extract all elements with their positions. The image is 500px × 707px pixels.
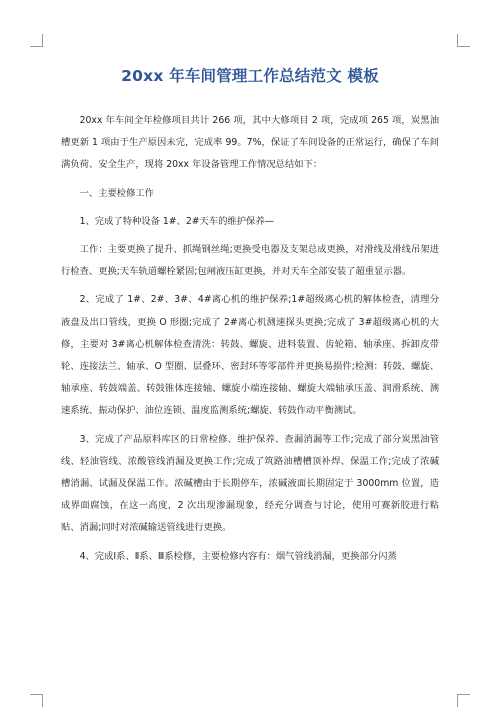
- document-body: [61, 110, 439, 574]
- crop-mark-bottom-right: [457, 694, 470, 707]
- paragraph-item-2: 2、完成了 1#、2#、3#、4#离心机的维护保养;1#超级离心机的解体检查，清理分液盘及出口管线，更换 O 形圈;完成了 2#离心机测速探头更换;完成了 3#超级离心机的大修，主要对 3#离心机解体检查清洗：转鼓、螺旋、进料装置、齿轮箱、轴承座、拆卸皮带轮、连接法兰、轴承、O 型圈、层叠环、密封环等零部件并更换易损件;检测：转鼓、螺旋、轴承座、转鼓端盖、转鼓锥体连接轴、螺旋小端连接轴、螺旋大端轴承压盖、润滑系统、测速系统、振动保护、油位连锁、温度监测系统;螺旋、转鼓作动平衡测试。: [61, 294, 439, 417]
- paragraph-item-1: 1、完成了特种设备 1#、2#天车的维护保养—: [79, 215, 274, 227]
- paragraph-item-1-detail: 工作：主要更换了提升、抓绳钢丝绳;更换受电器及支架总成更换，对滑线及滑线吊架进行检查、更换;天车轨道螺栓紧固;包闸液压缸更换，并对天车全部安装了超重显示器。: [61, 244, 439, 278]
- section-heading: 一、主要检修工作: [79, 187, 154, 199]
- crop-mark-bottom-left: [30, 694, 43, 707]
- document-title: 20xx 年车间管理工作总结范文 模板: [121, 67, 379, 85]
- crop-mark-top-right: [457, 34, 470, 47]
- crop-mark-top-left: [30, 34, 43, 47]
- paragraph-item-3: 3、完成了产品原料库区的日常检修、维护保养、查漏消漏等工作;完成了部分炭黑油管线、轻油管线、浓酸管线消漏及更换工作;完成了筑路油槽槽顶补焊、保温工作;完成了浓碱槽消漏、试漏及保温工作。浓碱槽由于长期停车，浓碱液面长期固定于 3000mm 位置，造成界面腐蚀，在这一高度，2 次出现渗漏现象，经充分调查与讨论，使用可赛新胶进行粘贴、消漏;同时对浓碱输送管线进行更换。: [61, 433, 439, 534]
- paragraph-intro: 20xx 年车间全年检修项目共计 266 项，其中大修项目 2 项，完成项 265 项，炭黑油槽更新 1 项由于生产原因未完，完成率 99。7%，保证了车间设备的正常运行，确保了车间满负荷、安全生产，现将 20xx 年设备管理工作情况总结如下：: [61, 115, 439, 171]
- paragraph-item-4: 4、完成Ⅰ系、Ⅱ系、Ⅲ系检修，主要检修内容有：烟气管线消漏，更换部分闪蒸: [79, 550, 397, 562]
